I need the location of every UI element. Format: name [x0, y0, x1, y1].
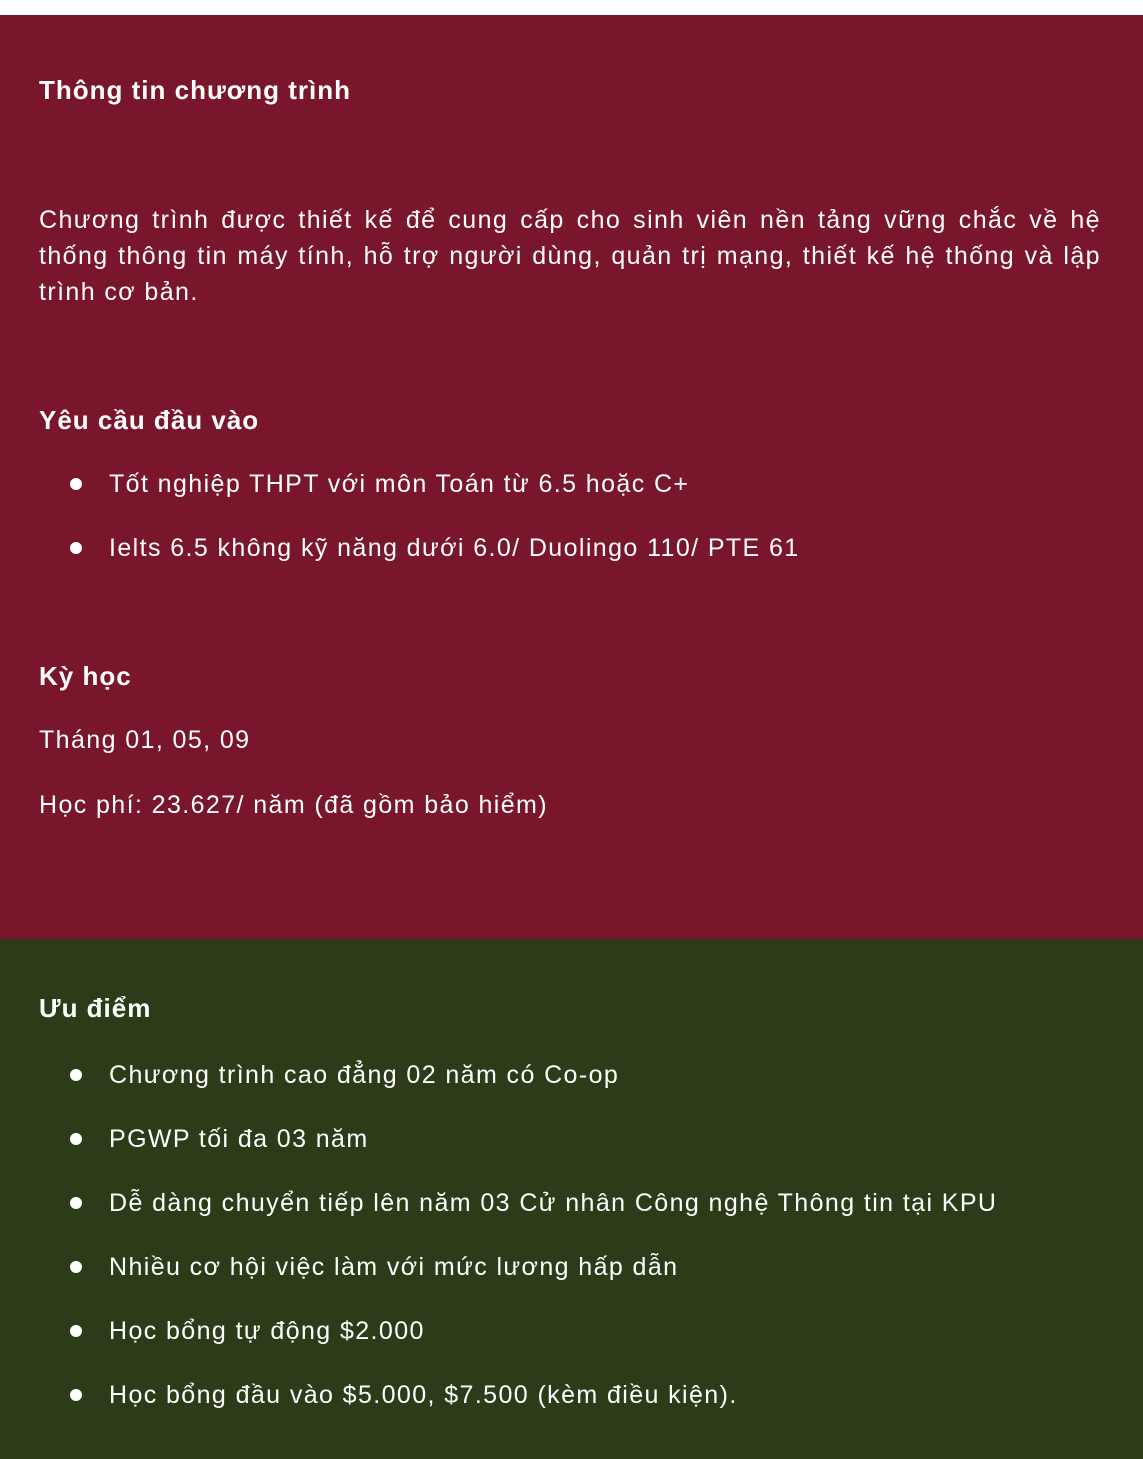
bullet-dot-icon — [70, 1069, 82, 1081]
program-info-title: Thông tin chương trình — [39, 75, 352, 105]
requirements-title: Yêu cầu đầu vào — [39, 405, 260, 435]
bullet-dot-icon — [70, 1389, 82, 1401]
bullet-dot-icon — [70, 1197, 82, 1209]
bullet-dot-icon — [70, 478, 82, 490]
advantages-section — [0, 939, 1143, 1459]
advantage-text: Dễ dàng chuyển tiếp lên năm 03 Cử nhân Công nghệ Thông tin tại KPU — [109, 1189, 998, 1217]
program-description: Chương trình được thiết kế để cung cấp cho sinh viên nền tảng vững chắc về hệ thống thông tin máy tính, hỗ trợ người dùng, quản trị mạng, thiết kế hệ thống và lập trình cơ bản. — [39, 206, 1101, 306]
bullet-dot-icon — [70, 1325, 82, 1337]
advantages-title: Ưu điểm — [39, 993, 152, 1023]
advantage-text: Học bổng tự động $2.000 — [109, 1317, 425, 1345]
tuition-fee: Học phí: 23.627/ năm (đã gồm bảo hiểm) — [39, 791, 549, 819]
advantage-text: PGWP tối đa 03 năm — [109, 1125, 369, 1153]
requirement-text: Tốt nghiệp THPT với môn Toán từ 6.5 hoặc C+ — [109, 470, 690, 498]
advantage-text: Nhiều cơ hội việc làm với mức lương hấp dẫn — [109, 1253, 679, 1281]
bullet-dot-icon — [70, 1261, 82, 1273]
requirement-text: Ielts 6.5 không kỹ năng dưới 6.0/ Duolingo 110/ PTE 61 — [109, 534, 800, 562]
program-info-section — [0, 15, 1143, 939]
bullet-dot-icon — [70, 542, 82, 554]
bullet-dot-icon — [70, 1133, 82, 1145]
advantage-text: Học bổng đầu vào $5.000, $7.500 (kèm điều kiện). — [109, 1381, 738, 1409]
intake-months: Tháng 01, 05, 09 — [39, 726, 251, 754]
top-white-strip — [0, 0, 1143, 15]
intake-title: Kỳ học — [39, 661, 132, 691]
advantage-text: Chương trình cao đẳng 02 năm có Co-op — [109, 1061, 620, 1089]
